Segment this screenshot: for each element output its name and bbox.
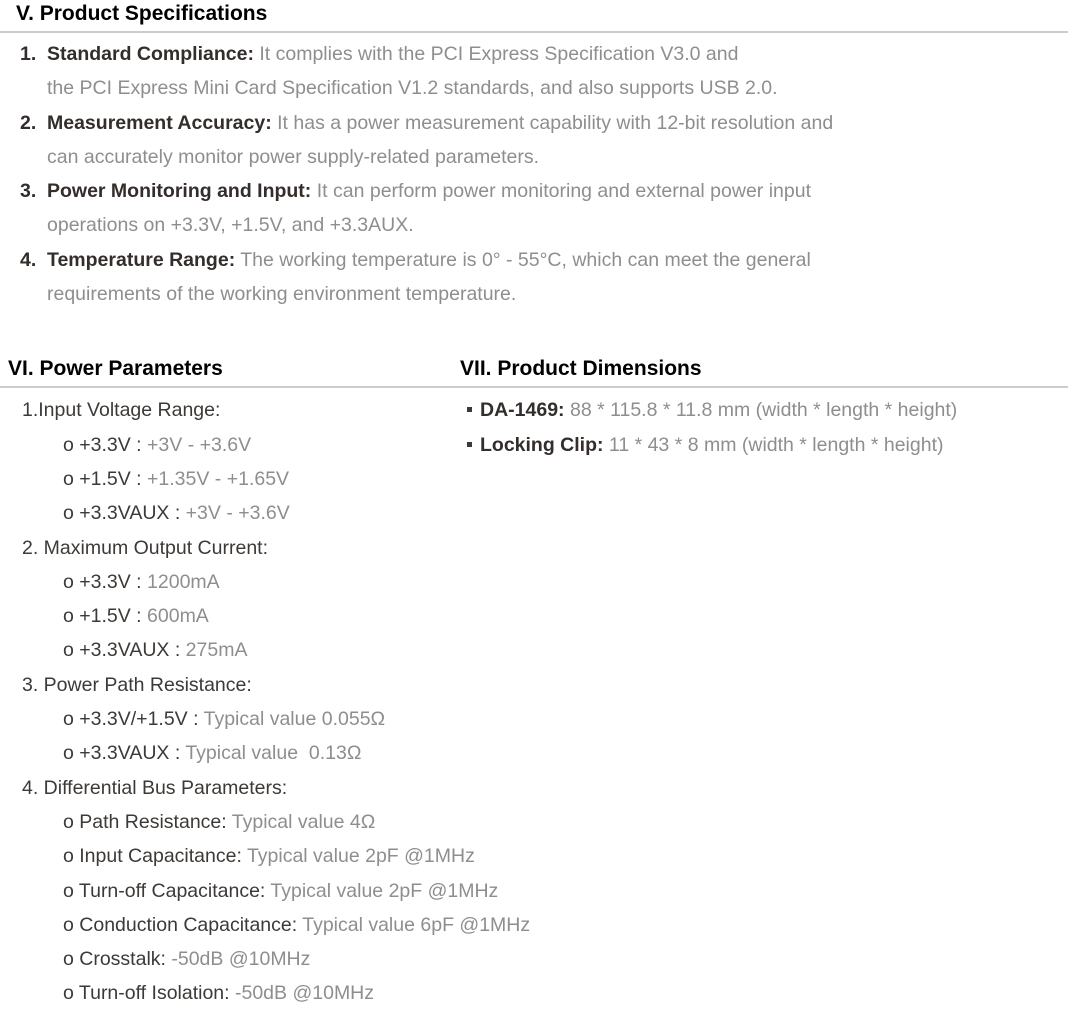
param-row — [0, 976, 460, 1010]
param-value: Typical value 6pF @1MHz — [302, 913, 531, 936]
param-label: o +3.3V/+1.5V : — [63, 708, 199, 731]
param-value: -50dB @10MHz — [171, 948, 311, 971]
param-row — [0, 736, 460, 770]
param-row — [0, 839, 475, 873]
param-label: 4. Differential Bus Parameters: — [22, 776, 288, 799]
dimension-row — [460, 428, 1068, 462]
param-value: Typical value 2pF @1MHz — [246, 845, 475, 868]
item-number: 4. — [20, 248, 37, 271]
param-row — [0, 531, 460, 565]
param-label: o Turn-off Capacitance: — [63, 879, 266, 902]
spec-item — [0, 243, 1068, 312]
dimension-value: 11 * 43 * 8 mm (width * length * height) — [608, 433, 944, 456]
item-text: The working temperature is 0° - 55°C, which can meet the general — [240, 248, 811, 271]
param-value: +3V - +3.6V — [185, 502, 290, 525]
param-row — [0, 496, 460, 530]
item-text-continued: can accurately monitor power supply-related parameters. — [47, 145, 540, 168]
param-row — [0, 565, 460, 599]
two-column-heading-row — [0, 355, 1068, 388]
param-label: 3. Power Path Resistance: — [22, 673, 252, 696]
item-label: Measurement Accuracy: — [47, 111, 272, 134]
item-text: It complies with the PCI Express Specification V3.0 and — [259, 43, 739, 65]
param-label: o +1.5V : — [63, 605, 142, 628]
param-value: Typical value 0.13Ω — [185, 742, 362, 765]
bullet-square-icon — [467, 407, 472, 412]
spec-item — [0, 106, 1068, 175]
param-label: 2. Maximum Output Current: — [22, 536, 268, 559]
param-row — [0, 633, 460, 667]
item-number: 2. — [20, 111, 37, 134]
param-label: o +3.3VAUX : — [63, 502, 181, 525]
section-vi-heading — [0, 355, 460, 386]
spec-item — [0, 37, 1068, 106]
item-number: 3. — [20, 180, 37, 203]
item-number: 1. — [20, 43, 37, 65]
section-vii-title: VII. Product Dimensions — [460, 357, 702, 381]
param-row — [0, 428, 460, 462]
param-label: o +3.3V : — [63, 433, 142, 456]
product-dimensions-column — [460, 393, 1068, 1010]
param-label: o Crosstalk: — [63, 948, 166, 971]
param-value: Typical value 2pF @1MHz — [270, 879, 499, 902]
bullet-square-icon — [467, 442, 472, 447]
param-label: o +3.3VAUX : — [63, 742, 181, 765]
param-value: Typical value 4Ω — [231, 810, 376, 833]
param-label: o +3.3VAUX : — [63, 639, 181, 662]
item-text: It has a power measurement capability with 12-bit resolution and — [277, 111, 834, 134]
param-label: o Input Capacitance: — [63, 845, 242, 868]
param-label: o Conduction Capacitance: — [63, 913, 298, 936]
dimension-row — [460, 393, 1068, 427]
param-value: +3V - +3.6V — [147, 433, 252, 456]
section-v-title: V. Product Specifications — [16, 2, 268, 25]
param-row — [0, 771, 460, 805]
section-v-heading — [0, 0, 1068, 33]
dimension-value: 88 * 115.8 * 11.8 mm (width * length * height) — [569, 399, 958, 422]
param-value: -50dB @10MHz — [235, 982, 375, 1005]
param-row — [0, 942, 460, 976]
dimension-label: DA-1469: — [480, 399, 565, 422]
section-vii-heading — [460, 355, 1068, 386]
item-label: Temperature Range: — [47, 248, 236, 271]
param-label: o +3.3V : — [63, 570, 142, 593]
spec-item — [0, 174, 1068, 243]
param-row — [0, 874, 499, 908]
two-column-body — [0, 388, 1068, 1010]
section-vi-title: VI. Power Parameters — [8, 357, 223, 381]
param-value: 1200mA — [147, 570, 220, 593]
param-row — [0, 462, 460, 496]
item-label: Standard Compliance: — [47, 43, 254, 65]
param-row — [0, 668, 460, 702]
param-label: o Path Resistance: — [63, 810, 227, 833]
param-row — [0, 908, 531, 942]
item-text-continued: the PCI Express Mini Card Specification V1.2 standards, and also supports USB 2.0. — [47, 77, 778, 100]
item-text: It can perform power monitoring and external power input — [316, 180, 811, 203]
item-label: Power Monitoring and Input: — [47, 180, 312, 203]
item-text-continued: requirements of the working environment temperature. — [47, 283, 517, 306]
param-label: 1.Input Voltage Range: — [22, 399, 221, 422]
spec-list — [0, 33, 1068, 311]
dimension-label: Locking Clip: — [480, 433, 604, 456]
param-label: o +1.5V : — [63, 467, 142, 490]
param-label: o Turn-off Isolation: — [63, 982, 230, 1005]
param-value: +1.35V - +1.65V — [147, 467, 290, 490]
param-value: 275mA — [185, 639, 248, 662]
param-row — [0, 599, 460, 633]
param-value: 600mA — [147, 605, 209, 628]
item-text-continued: operations on +3.3V, +1.5V, and +3.3AUX. — [47, 214, 414, 237]
param-row — [0, 393, 460, 427]
param-row — [0, 805, 460, 839]
param-value: Typical value 0.055Ω — [203, 708, 386, 731]
param-row — [0, 702, 460, 736]
